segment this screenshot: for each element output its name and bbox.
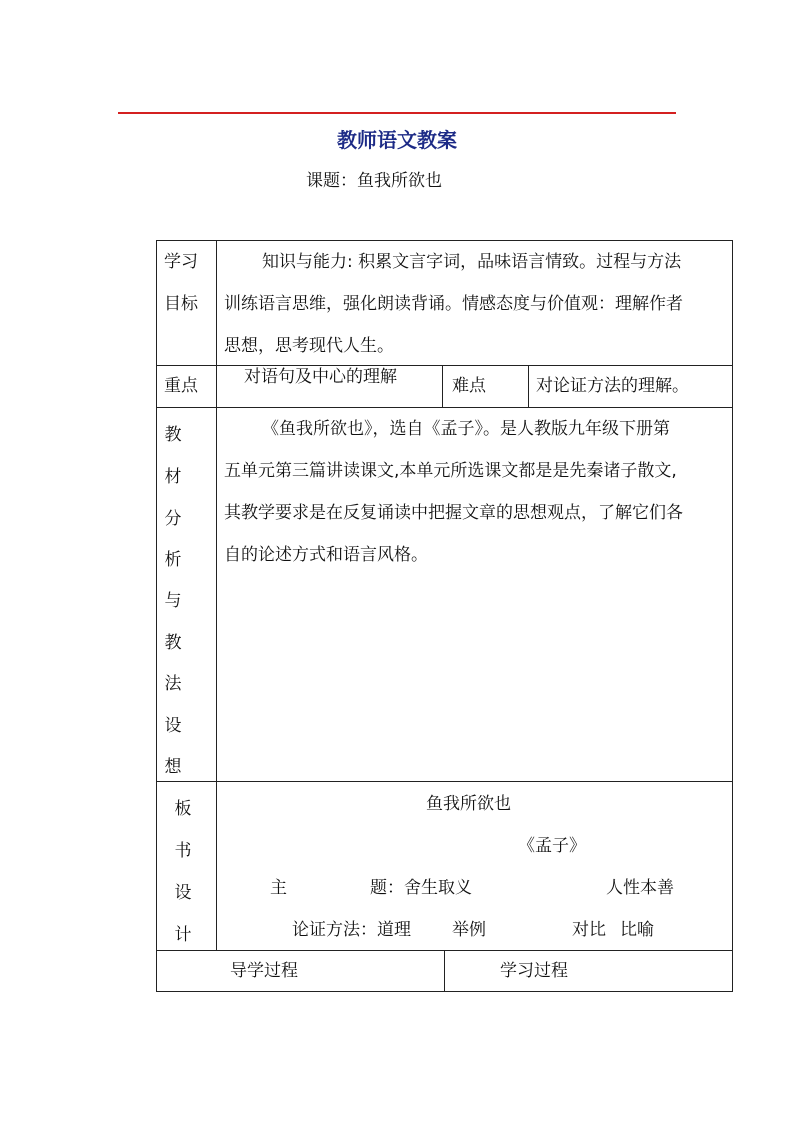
document-title: 教师语文教案 <box>337 128 457 152</box>
analysis-label-char: 教 <box>164 633 182 653</box>
board-method-analogy: 比喻 <box>620 920 654 940</box>
table-border-left <box>156 240 157 992</box>
analysis-label-char: 想 <box>164 757 182 777</box>
analysis-line-2: 五单元第三篇讲读课文,本单元所选课文都是是先秦诸子散文, <box>224 461 677 481</box>
analysis-label-char: 析 <box>164 550 182 570</box>
analysis-line-1: 《鱼我所欲也》，选自《孟子》。是人教版九年级下册第 <box>262 419 670 439</box>
key-points-value: 对语句及中心的理解 <box>244 367 397 387</box>
board-label-char: 设 <box>174 883 192 903</box>
board-source: 《孟子》 <box>518 836 586 856</box>
label-column-divider <box>216 240 217 951</box>
key-points-divider <box>528 365 529 408</box>
row-divider <box>156 781 733 782</box>
guide-process-label: 导学过程 <box>230 961 298 981</box>
analysis-label-char: 与 <box>164 591 182 611</box>
difficulty-label: 难点 <box>452 376 486 396</box>
process-divider <box>444 950 445 992</box>
analysis-line-3: 其教学要求是在反复诵读中把握文章的思想观点，了解它们各 <box>224 503 683 523</box>
lesson-topic: 课题：鱼我所欲也 <box>306 171 442 191</box>
header-rule <box>118 112 676 114</box>
objectives-line-2: 训练语言思维，强化朗读背诵。情感态度与价值观：理解作者 <box>224 294 683 314</box>
board-label-char: 书 <box>174 841 192 861</box>
board-theme-extra: 人性本善 <box>606 878 674 898</box>
key-points-divider <box>442 365 443 408</box>
objectives-line-3: 思想，思考现代人生。 <box>224 336 394 356</box>
table-border-right <box>732 240 733 992</box>
board-method-example: 举例 <box>452 920 486 940</box>
analysis-label-char: 设 <box>164 716 182 736</box>
board-theme: 题：舍生取义 <box>370 878 472 898</box>
study-process-label: 学习过程 <box>500 961 568 981</box>
objectives-label-line2: 目标 <box>164 294 198 314</box>
analysis-label-char: 教 <box>164 425 182 445</box>
objectives-label-line1: 学习 <box>164 252 198 272</box>
board-method-contrast: 对比 <box>572 920 606 940</box>
board-label-char: 板 <box>174 799 192 819</box>
analysis-label-char: 法 <box>164 674 182 694</box>
analysis-label-char: 材 <box>164 467 182 487</box>
key-points-label: 重点 <box>164 376 198 396</box>
objectives-line-1: 知识与能力: 积累文言字词，品味语言情致。过程与方法 <box>262 252 682 272</box>
analysis-line-4: 自的论述方式和语言风格。 <box>224 545 428 565</box>
board-methods: 论证方法：道理 <box>292 920 411 940</box>
analysis-label-char: 分 <box>164 509 182 529</box>
board-title: 鱼我所欲也 <box>426 794 511 814</box>
difficulty-value: 对论证方法的理解。 <box>536 376 689 396</box>
lesson-plan-table <box>156 240 732 992</box>
board-theme-label: 主 <box>270 878 287 898</box>
board-label-char: 计 <box>174 925 192 945</box>
